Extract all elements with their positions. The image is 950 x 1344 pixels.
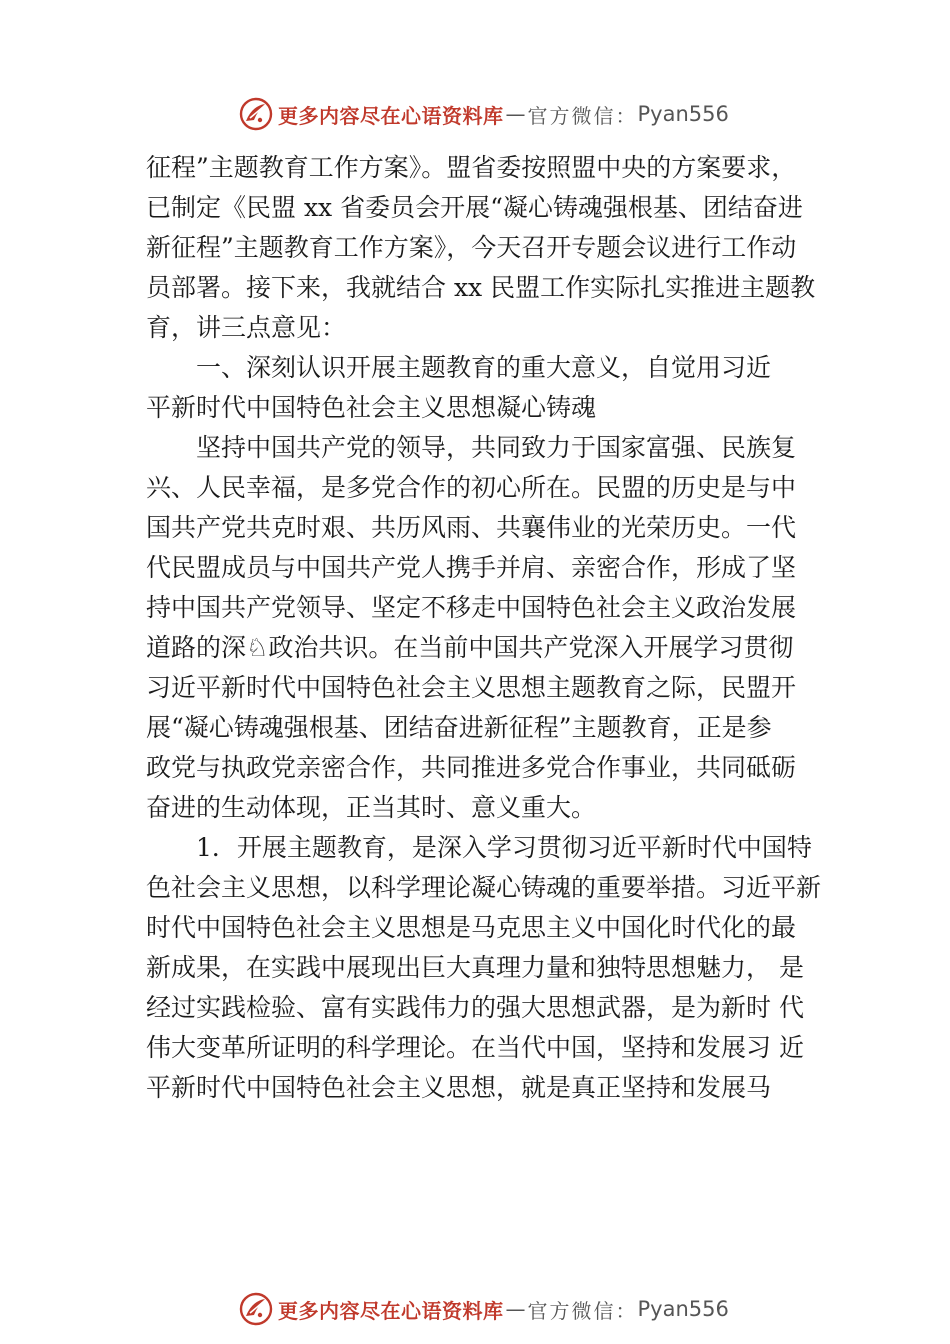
banner-wechat-id: Pyan556 (637, 1297, 729, 1321)
numbered-point-line: 1．开展主题教育，是深入学习贯彻习近平新时代中国特 (196, 833, 812, 862)
body-line: 伟大变革所证明的科学理论。在当代中国，坚持和发展习 近 (146, 1033, 804, 1062)
seal-logo-icon (238, 1291, 274, 1327)
body-line: 征程”主题教育工作方案》。盟省委按照盟中央的方案要求， (146, 153, 797, 182)
body-line: 持中国共产党领导、坚定不移走中国特色社会主义政治发展 (146, 593, 797, 622)
banner-brand-text: 更多内容尽在心语资料库 (278, 1298, 504, 1323)
banner-wechat-id: Pyan556 (637, 102, 729, 126)
body-line: 已制定《民盟 xx 省委员会开展“凝心铸魂强根基、团结奋进 (146, 193, 803, 222)
body-line: 代民盟成员与中国共产党人携手并肩、亲密合作，形成了坚 (146, 553, 797, 582)
body-line: 奋进的生动体现，正当其时、意义重大。 (146, 793, 597, 822)
banner-brand-text: 更多内容尽在心语资料库 (278, 103, 504, 128)
banner-wechat-label: 官方微信： (527, 103, 638, 128)
body-line: 坚持中国共产党的领导，共同致力于国家富强、民族复 (196, 433, 797, 462)
banner-dash: — (505, 102, 526, 126)
body-line: 兴、人民幸福，是多党合作的初心所在。民盟的历史是与中 (146, 473, 797, 502)
body-line: 育，讲三点意见： (146, 313, 347, 342)
body-line: 习近平新时代中国特色社会主义思想主题教育之际，民盟开 (146, 673, 797, 702)
body-line: 时代中国特色社会主义思想是马克思主义中国化时代化的最 (146, 913, 797, 942)
banner-dash: — (505, 1297, 526, 1321)
body-line: 平新时代中国特色社会主义思想，就是真正坚持和发展马 (146, 1073, 772, 1102)
section-heading-line: 一、深刻认识开展主题教育的重大意义，自觉用习近 (196, 353, 772, 382)
body-line: 新征程”主题教育工作方案》，今天召开专题会议进行工作动 (146, 233, 797, 262)
body-line: 国共产党共克时艰、共历风雨、共襄伟业的光荣历史。一代 (146, 513, 797, 542)
body-line: 经过实践检验、富有实践伟力的强大思想武器，是为新时 代 (146, 993, 804, 1022)
footer-banner (238, 1291, 729, 1327)
body-line: 展“凝心铸魂强根基、团结奋进新征程”主题教育，正是参 (146, 713, 772, 742)
body-line: 新成果，在实践中展现出巨大真理力量和独特思想魅力， 是 (146, 953, 804, 982)
body-line: 道路的深♘政治共识。在当前中国共产党深入开展学习贯彻 (146, 633, 794, 662)
banner-wechat-label: 官方微信： (527, 1298, 638, 1323)
header-banner (238, 96, 729, 132)
section-heading-line: 平新时代中国特色社会主义思想凝心铸魂 (146, 393, 597, 422)
body-line: 员部署。接下来，我就结合 xx 民盟工作实际扎实推进主题教 (146, 273, 816, 302)
seal-logo-icon (238, 96, 274, 132)
body-line: 政党与执政党亲密合作，共同推进多党合作事业，共同砥砺 (146, 753, 797, 782)
body-line: 色社会主义思想，以科学理论凝心铸魂的重要举措。习近平新 (146, 873, 822, 902)
document-body (146, 148, 836, 1108)
